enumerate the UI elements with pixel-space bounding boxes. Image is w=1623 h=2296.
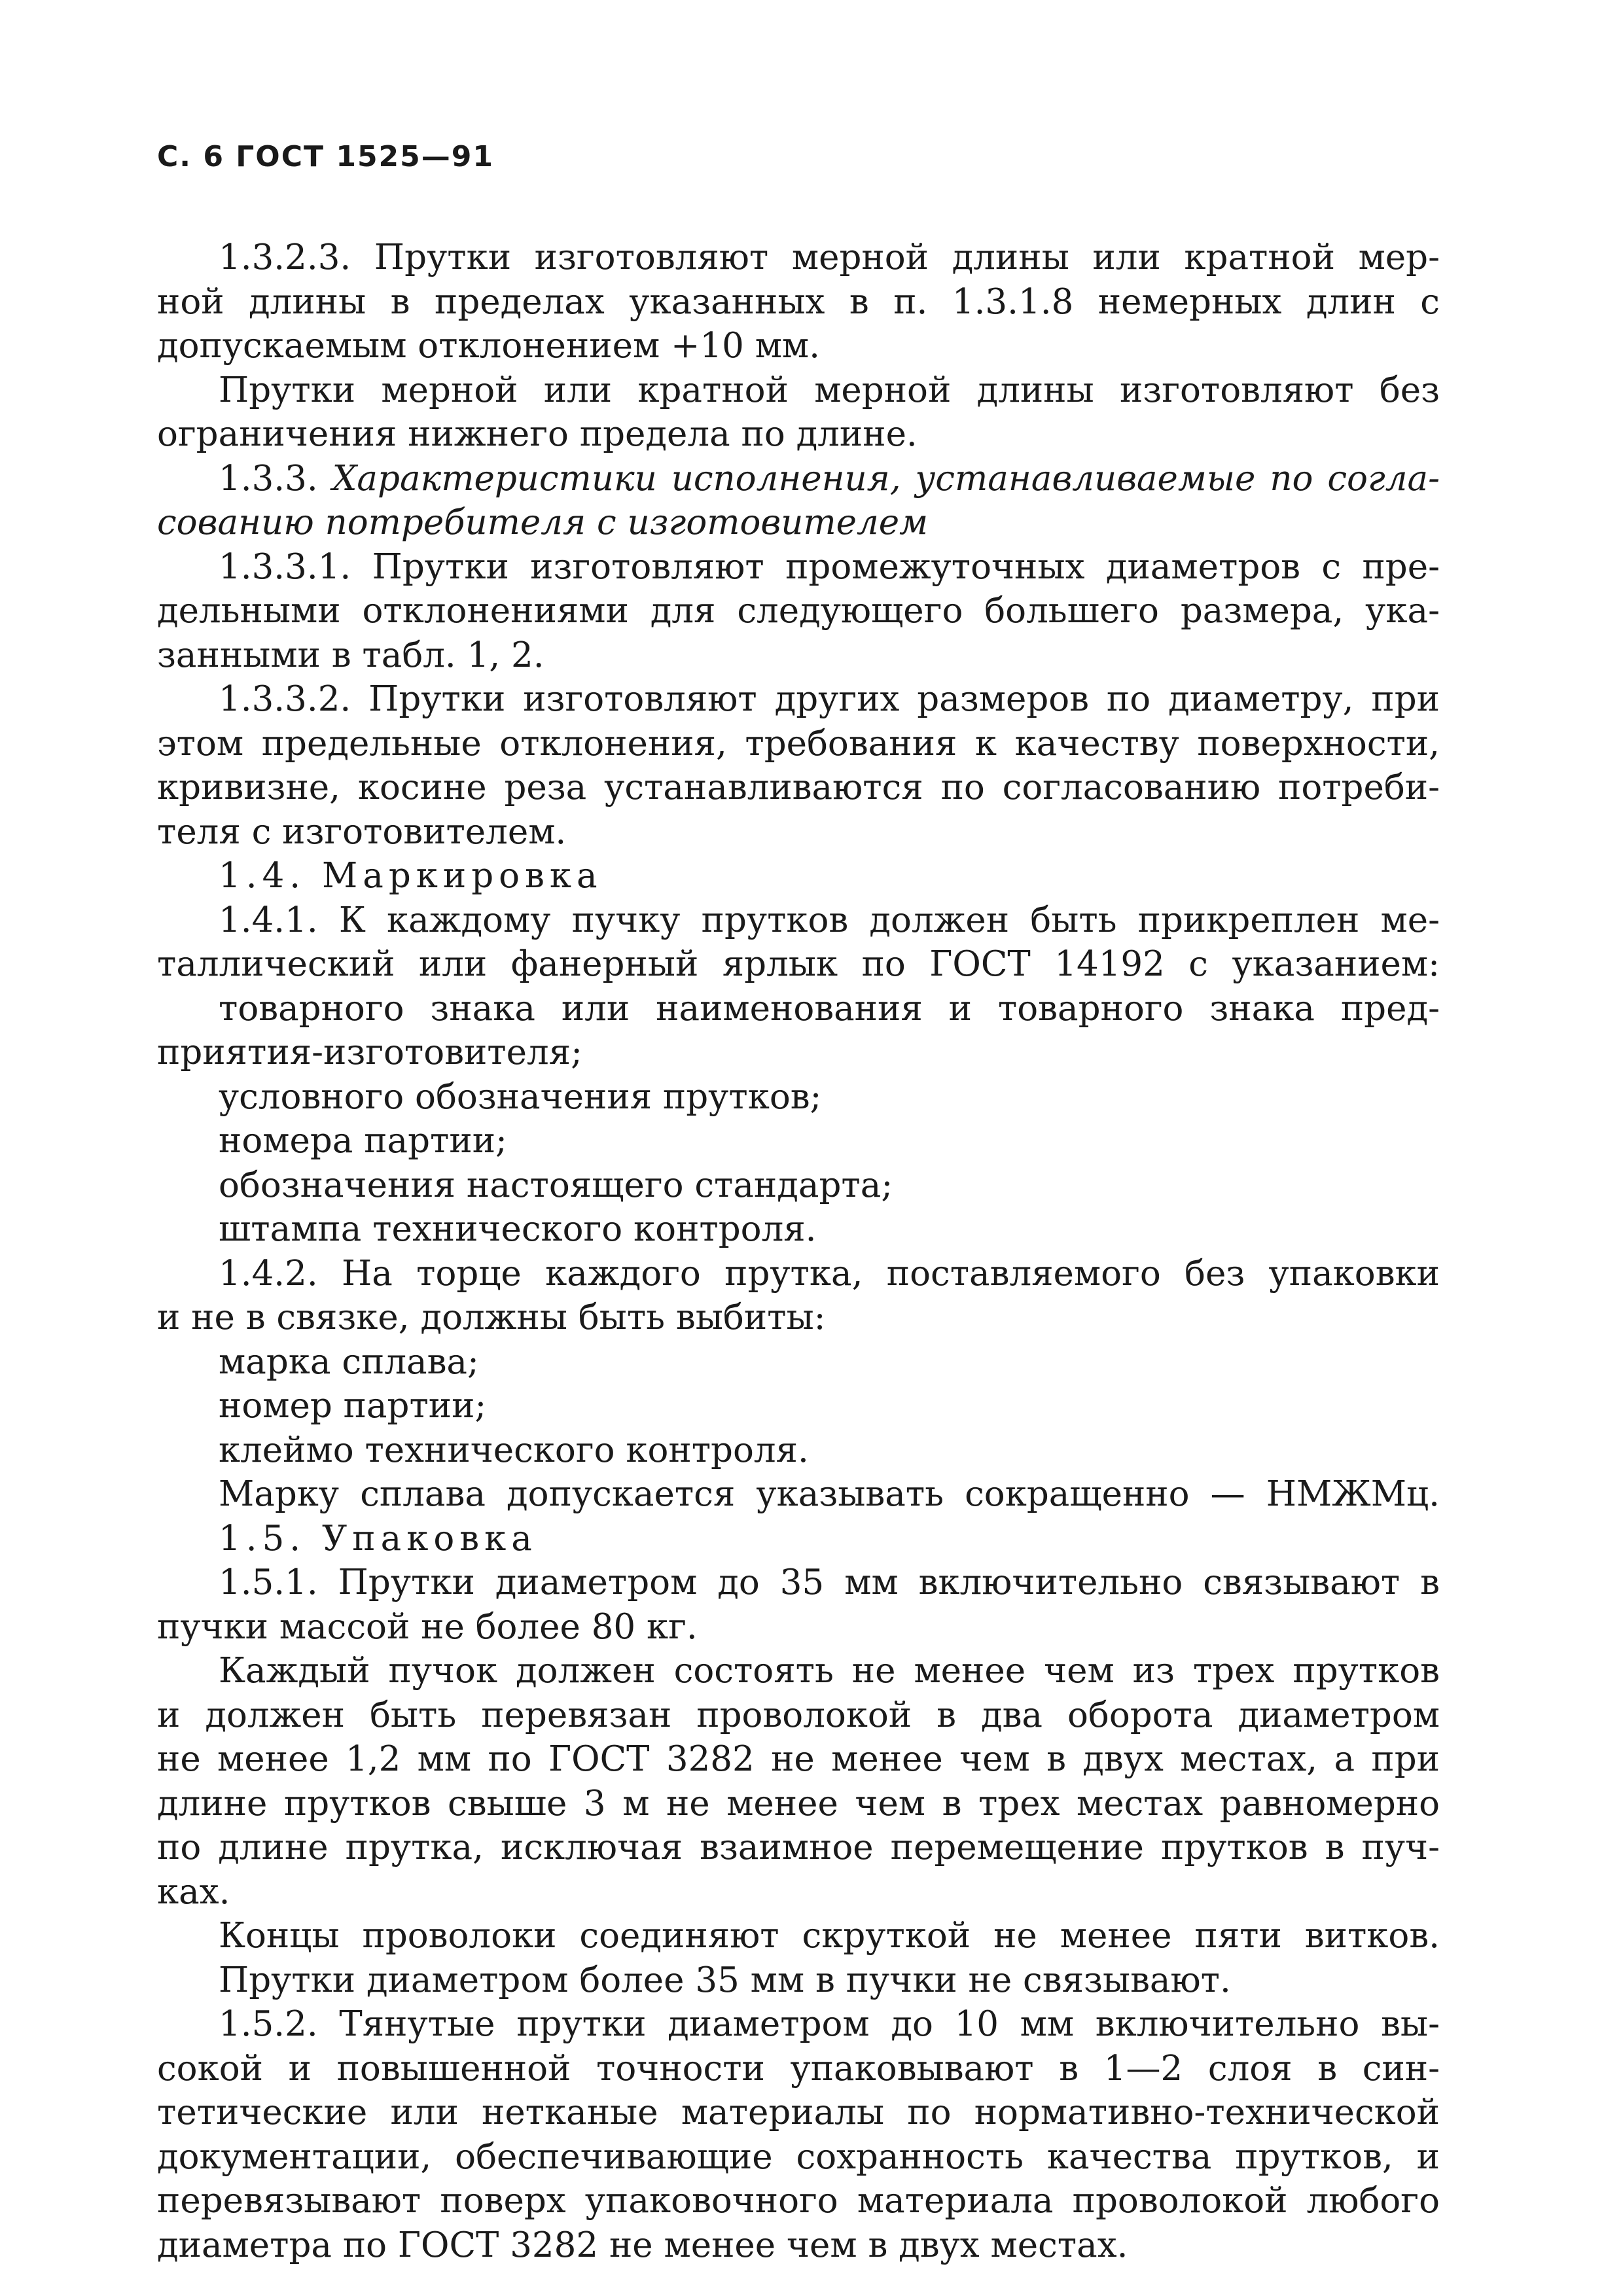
text-line: Прутки мерной или кратной мерной длины изготовляют без: [219, 370, 1440, 410]
text-line: ограничения нижнего предела по длине.: [157, 414, 918, 454]
text-line: сокой и повышенной точности упаковывают в 1—2 слоя в син-: [157, 2048, 1440, 2089]
text-line: 1.5.2. Тянутые прутки диаметром до 10 мм включительно вы-: [219, 2004, 1440, 2044]
text-line: не менее 1,2 мм по ГОСТ 3282 не менее чем в двух местах, а при: [157, 1739, 1440, 1779]
text-line: 1.4. Маркировка: [219, 856, 603, 896]
text-line: диаметра по ГОСТ 3282 не менее чем в двух местах.: [157, 2225, 1128, 2265]
text-line: обозначения настоящего стандарта;: [219, 1165, 893, 1205]
text-line: сованию потребителя с изготовителем: [157, 503, 929, 542]
text-line: допускаемым отклонением +10 мм.: [157, 326, 821, 366]
text-line: Марку сплава допускается указывать сокращенно — НМЖМц.: [219, 1474, 1440, 1514]
document-page: [157, 137, 1440, 2267]
text-line: 1.4.1. К каждому пучку прутков должен быть прикреплен ме-: [219, 900, 1440, 940]
text-line: 1.3.3.2. Прутки изготовляют других размеров по диаметру, при: [219, 679, 1440, 719]
text-line: 1.3.3.1. Прутки изготовляют промежуточных диаметров с пре-: [219, 546, 1440, 587]
text-line: перевязывают поверх упаковочного материала проволокой любого: [157, 2181, 1440, 2221]
text-line: дельными отклонениями для следующего большего размера, ука-: [157, 591, 1440, 631]
text-line: занными в табл. 1, 2.: [157, 635, 544, 675]
text-line: кривизне, косине реза устанавливаются по согласованию потреби-: [157, 768, 1440, 807]
text-line: товарного знака или наименования и товарного знака пред-: [219, 988, 1440, 1029]
text-line: длине прутков свыше 3 м не менее чем в трех местах равномерно: [157, 1783, 1440, 1824]
text-line: штампа технического контроля.: [219, 1209, 817, 1249]
text-line: 1.3.3. Характеристики исполнения, устанавливаемые по согла-: [219, 458, 1440, 499]
text-line: Каждый пучок должен состоять не менее чем из трех прутков: [219, 1651, 1440, 1691]
text-line: 1.3.2.3. Прутки изготовляют мерной длины или кратной мер-: [219, 238, 1440, 277]
body-text: [157, 236, 1440, 2267]
text-line: и должен быть перевязан проволокой в два оборота диаметром: [157, 1695, 1440, 1735]
text-line: 1.4.2. На торце каждого прутка, поставляемого без упаковки: [219, 1253, 1440, 1294]
text-line: ках.: [157, 1871, 230, 1912]
text-line: ной длины в пределах указанных в п. 1.3.1.8 немерных длин с: [157, 281, 1440, 322]
text-line: тетические или нетканые материалы по нормативно-технической: [157, 2093, 1440, 2132]
text-line: приятия-изготовителя;: [157, 1033, 582, 1072]
text-line: Концы проволоки соединяют скруткой не менее пяти витков.: [219, 1916, 1440, 1956]
text-line: номер партии;: [219, 1386, 487, 1426]
text-line: теля с изготовителем.: [157, 811, 567, 852]
text-line: этом предельные отклонения, требования к качеству поверхности,: [157, 723, 1440, 764]
page-header: С. 6 ГОСТ 1525—91: [157, 140, 495, 173]
text-line: и не в связке, должны быть выбиты:: [157, 1298, 826, 1337]
text-line: таллический или фанерный ярлык по ГОСТ 14192 с указанием:: [157, 944, 1440, 984]
text-line: клеймо технического контроля.: [219, 1430, 809, 1470]
text-line: 1.5. Упаковка: [219, 1518, 537, 1559]
text-line: 1.5.1. Прутки диаметром до 35 мм включительно связывают в: [219, 1563, 1440, 1602]
text-line: по длине прутка, исключая взаимное перемещение прутков в пуч-: [157, 1828, 1440, 1867]
text-line: номера партии;: [219, 1121, 507, 1161]
text-line: пучки массой не более 80 кг.: [157, 1606, 698, 1647]
text-line: условного обозначения прутков;: [219, 1076, 822, 1117]
text-line: Прутки диаметром более 35 мм в пучки не связывают.: [219, 1960, 1231, 2000]
text-line: документации, обеспечивающие сохранность качества прутков, и: [157, 2136, 1440, 2177]
text-line: марка сплава;: [219, 1341, 479, 1382]
